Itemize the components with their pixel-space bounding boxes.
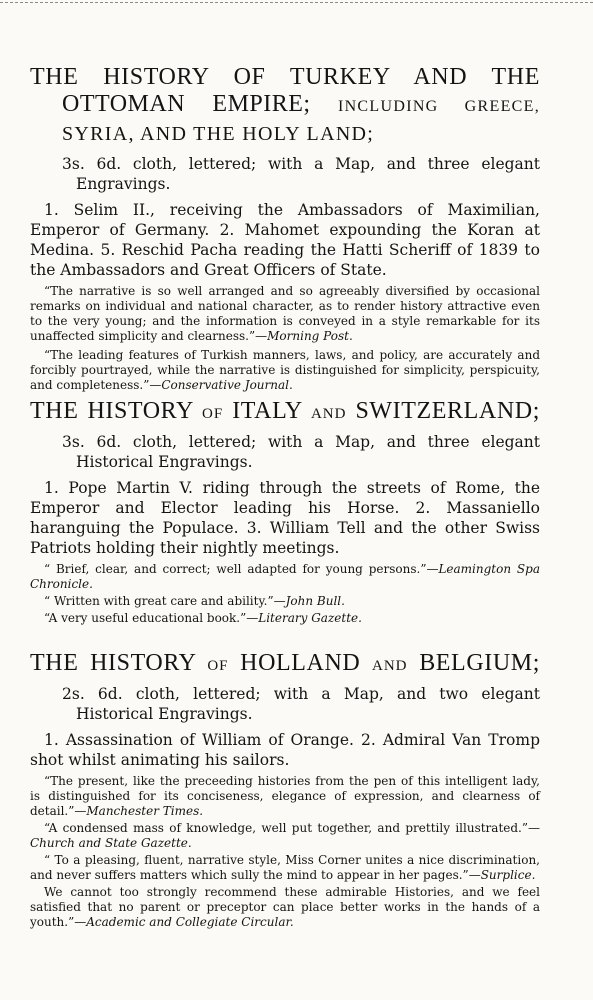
title-small: OF bbox=[207, 658, 229, 674]
quote-text: “The leading features of Turkish manners, laws, and policy, are accurately and forcibly pourtrayed, while the narrative is distinguished for simplicity, perspicuity, and completeness.”— bbox=[30, 348, 540, 392]
title-text: THE HISTORY bbox=[30, 398, 194, 424]
review-quote bbox=[30, 348, 540, 393]
quote-text: “A condensed mass of knowledge, well put together, and prettily illustrated.”— bbox=[44, 821, 540, 835]
quote-text: “The present, like the preceeding histories from the pen of this intelligent lady, is distinguished for its conciseness, elegance of expression, and clearness of detail.”— bbox=[30, 774, 540, 818]
title-subtext: INCLUDING GREECE, bbox=[337, 98, 541, 115]
title-text: BELGIUM; bbox=[419, 650, 540, 676]
quote-source: Conservative Journal. bbox=[161, 378, 293, 392]
title-text: ITALY bbox=[232, 398, 302, 424]
price-line bbox=[62, 432, 540, 472]
quote-source: Surplice. bbox=[480, 868, 536, 882]
price-line bbox=[62, 684, 540, 724]
quote-text: “ Brief, clear, and correct; well adapted for young persons.”— bbox=[44, 562, 439, 576]
price-text: 2s. 6d. cloth, lettered; with a Map, and two elegant Historical Engravings. bbox=[62, 685, 540, 723]
plates-description: 1. Assassination of William of Orange. 2. Admiral Van Tromp shot whilst animating his sailors. bbox=[30, 731, 540, 769]
quote-source: Church and State Gazette. bbox=[30, 836, 192, 850]
price-text: 3s. 6d. cloth, lettered; with a Map, and three elegant Historical Engravings. bbox=[62, 433, 540, 471]
section-title-line: THE HISTORY OF TURKEY AND THE bbox=[30, 64, 540, 90]
section-title-line bbox=[30, 650, 540, 680]
title-text: THE HISTORY bbox=[30, 650, 196, 676]
plates-description: 1. Selim II., receiving the Ambassadors of Maximilian, Emperor of Germany. 2. Mahomet expounding the Koran at Medina. 5. Reschid Pacha reading the Hatti Scheriff of 1839 to the Ambassadors and Great Officers of State. bbox=[30, 201, 540, 279]
review-quote bbox=[30, 594, 540, 609]
review-quote bbox=[30, 853, 540, 883]
quote-text: “The narrative is so well arranged and so agreeably diversified by occasional remarks on individual and national character, as to render history attractive even to the very young; and the information is conveyed in a style remarkable for its unaffected simplicity and clearness.”— bbox=[30, 284, 540, 343]
title-subtext: SYRIA, AND THE HOLY LAND; bbox=[62, 123, 375, 145]
section-italy bbox=[30, 398, 540, 626]
review-quote bbox=[30, 821, 540, 851]
plates-description: 1. Pope Martin V. riding through the streets of Rome, the Emperor and Elector leading his Horse. 2. Massaniello haranguing the Populace. 3. William Tell and the other Swiss Patriots holding their nightly meetings. bbox=[30, 479, 540, 557]
section-title-line bbox=[62, 120, 540, 148]
price-line bbox=[62, 154, 540, 194]
review-quote bbox=[30, 611, 540, 626]
quote-source: Leamington Spa Chronicle. bbox=[30, 562, 540, 591]
title-text: OTTOMAN EMPIRE; bbox=[62, 91, 311, 117]
review-quote bbox=[30, 562, 540, 592]
section-title-line bbox=[30, 398, 540, 428]
title-small: AND bbox=[310, 406, 347, 422]
section-turkey bbox=[30, 64, 540, 393]
section-title-line bbox=[62, 91, 540, 120]
quote-text: “ To a pleasing, fluent, narrative style, Miss Corner unites a nice discrimination, and never suffers matters which sully the mind to appear in her pages.”— bbox=[30, 853, 540, 882]
quote-text: “A very useful educational book.”— bbox=[44, 611, 259, 625]
quote-source: Academic and Collegiate Circular. bbox=[86, 915, 294, 929]
quote-text: “ Written with great care and ability.”— bbox=[44, 594, 286, 608]
top-rule bbox=[0, 2, 593, 3]
price-text: 3s. 6d. cloth, lettered; with a Map, and three elegant Engravings. bbox=[62, 155, 540, 193]
quote-text: We cannot too strongly recommend these admirable Histories, and we feel satisfied that no parent or preceptor can place better works in the hands of a youth.”— bbox=[30, 885, 540, 929]
quote-source: Morning Post. bbox=[267, 329, 353, 343]
quote-source: Manchester Times. bbox=[86, 804, 204, 818]
title-text: SWITZERLAND; bbox=[355, 398, 540, 424]
review-quote bbox=[30, 885, 540, 930]
title-text: HOLLAND bbox=[240, 650, 361, 676]
review-quote bbox=[30, 284, 540, 344]
title-small: AND bbox=[372, 658, 408, 674]
quote-source: John Bull. bbox=[285, 594, 345, 608]
section-holland bbox=[30, 650, 540, 930]
quote-source: Literary Gazette. bbox=[258, 611, 362, 625]
review-quote bbox=[30, 774, 540, 819]
title-small: OF bbox=[202, 406, 224, 422]
